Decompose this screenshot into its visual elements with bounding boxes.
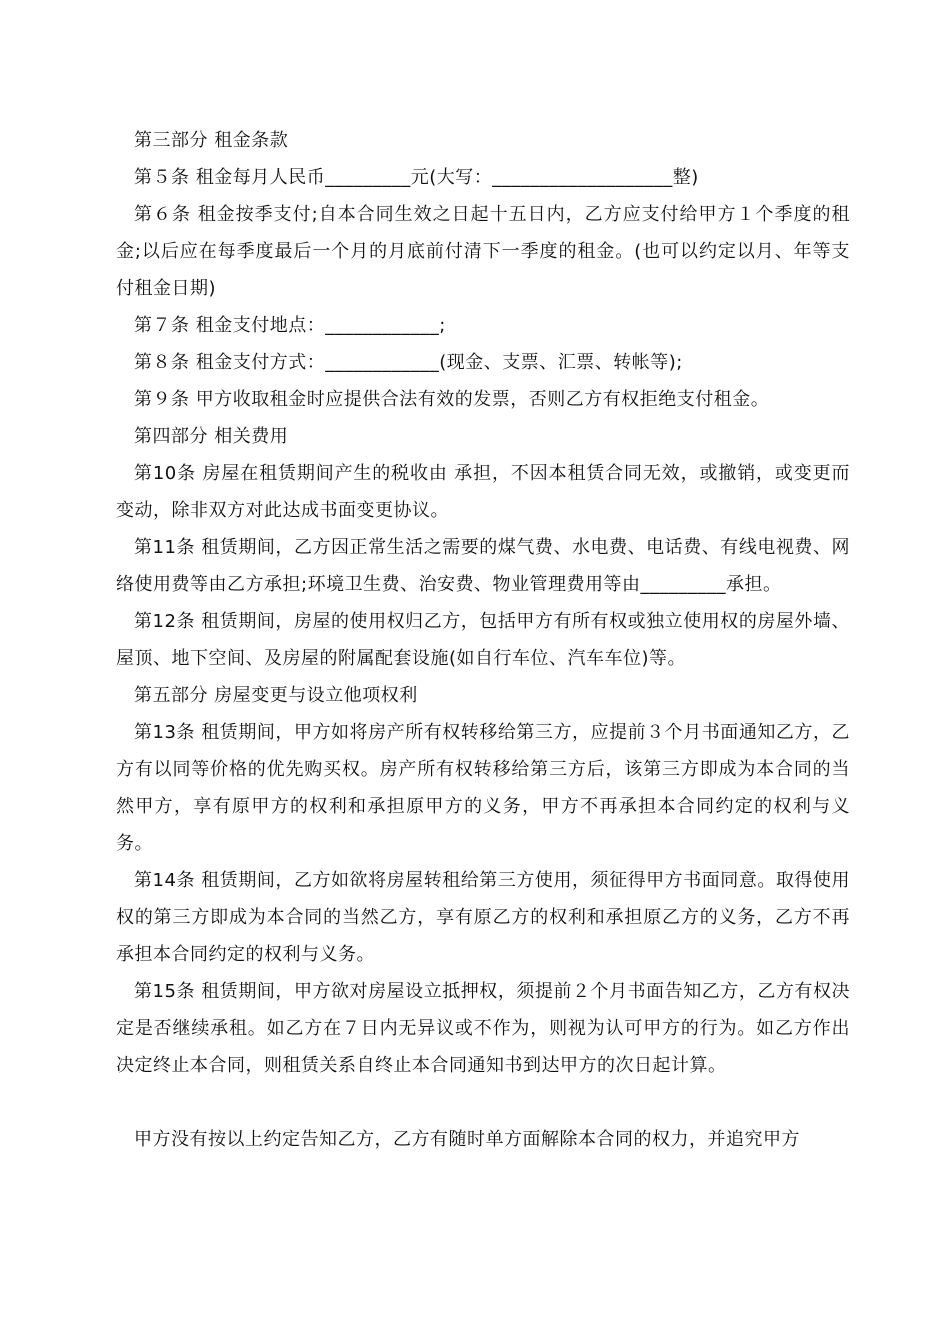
clause-10: 第10条 房屋在租赁期间产生的税收由 承担，不因本租赁合同无效，或撤销，或变更而变动，除非双方对此达成书面变更协议。 bbox=[116, 463, 850, 521]
clause-11: 第11条 租赁期间，乙方因正常生活之需要的煤气费、水电费、电话费、有线电视费、网络使用费等由乙方承担;环境卫生费、治安费、物业管理费用等由_________承担。 bbox=[116, 537, 850, 595]
clause-5: 第５条 租金每月人民币_________元(大写：___________________整) bbox=[134, 167, 699, 188]
clause-15: 第15条 租赁期间，甲方欲对房屋设立抵押权，须提前２个月书面告知乙方，乙方有权决定是否继续承租。如乙方在７日内无异议或不作为，则视为认可甲方的行为。如乙方作出决定终止本合同，则租赁关系自终止本合同通知书到达甲方的次日起计算。 bbox=[116, 981, 850, 1076]
clause-12: 第12条 租赁期间，房屋的使用权归乙方，包括甲方有所有权或独立使用权的房屋外墙、屋顶、地下空间、及房屋的附属配套设施(如自行车位、汽车车位)等。 bbox=[116, 611, 850, 669]
section-heading-fees: 第四部分 相关费用 bbox=[134, 426, 289, 447]
section-heading-changes: 第五部分 房屋变更与设立他项权利 bbox=[134, 685, 418, 706]
clause-8: 第８条 租金支付方式：____________(现金、支票、汇票、转帐等); bbox=[134, 352, 683, 373]
document-body bbox=[116, 122, 850, 1158]
trailing-paragraph: 甲方没有按以上约定告知乙方，乙方有随时单方面解除本合同的权力，并追究甲方 bbox=[134, 1129, 800, 1150]
clause-6: 第６条 租金按季支付;自本合同生效之日起十五日内，乙方应支付给甲方１个季度的租金;以后应在每季度最后一个月的月底前付清下一季度的租金。(也可以约定以月、年等支付租金日期) bbox=[116, 204, 850, 299]
clause-14: 第14条 租赁期间，乙方如欲将房屋转租给第三方使用，须征得甲方书面同意。取得使用权的第三方即成为本合同的当然乙方，享有原乙方的权利和承担原乙方的义务，乙方不再承担本合同约定的权利与义务。 bbox=[116, 870, 850, 965]
section-heading-rent: 第三部分 租金条款 bbox=[134, 130, 289, 151]
clause-7: 第７条 租金支付地点：____________; bbox=[134, 315, 446, 336]
clause-9: 第９条 甲方收取租金时应提供合法有效的发票，否则乙方有权拒绝支付租金。 bbox=[134, 389, 770, 410]
clause-13: 第13条 租赁期间，甲方如将房产所有权转移给第三方，应提前３个月书面通知乙方，乙方有以同等价格的优先购买权。房产所有权转移给第三方后，该第三方即成为本合同的当然甲方，享有原甲方的权利和承担原甲方的义务，甲方不再承担本合同约定的权利与义务。 bbox=[116, 722, 850, 854]
